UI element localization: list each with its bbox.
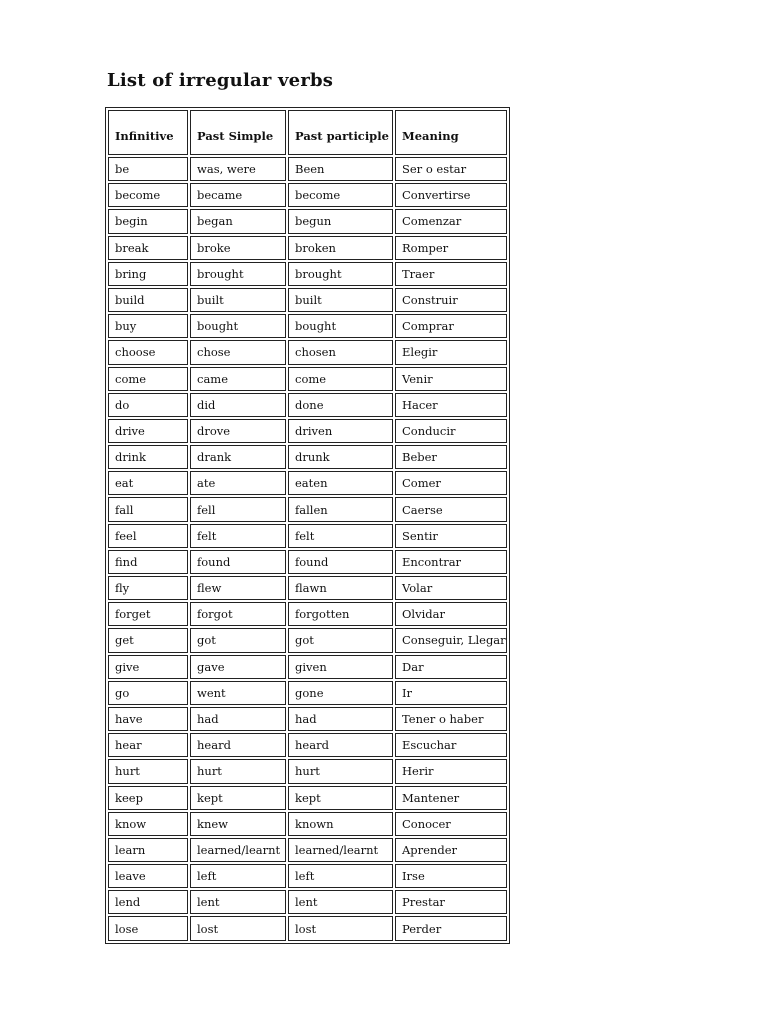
past-simple-cell: came — [190, 367, 286, 391]
table-row — [108, 916, 507, 940]
past-simple-cell: left — [190, 864, 286, 888]
past-participle-cell: given — [288, 655, 393, 679]
past-participle-cell: Been — [288, 157, 393, 181]
meaning-cell: Venir — [395, 367, 507, 391]
meaning-cell: Ir — [395, 681, 507, 705]
meaning-cell: Perder — [395, 916, 507, 940]
past-simple-cell: found — [190, 550, 286, 574]
meaning-cell: Conseguir, Llegar — [395, 628, 507, 652]
table-row — [108, 681, 507, 705]
meaning-cell: Comenzar — [395, 209, 507, 233]
infinitive-cell: get — [108, 628, 188, 652]
infinitive-cell: learn — [108, 838, 188, 862]
meaning-cell: Convertirse — [395, 183, 507, 207]
past-simple-cell: did — [190, 393, 286, 417]
infinitive-cell: lend — [108, 890, 188, 914]
table-row — [108, 838, 507, 862]
meaning-cell: Elegir — [395, 340, 507, 364]
meaning-cell: Hacer — [395, 393, 507, 417]
past-simple-cell: drove — [190, 419, 286, 443]
past-participle-cell: gone — [288, 681, 393, 705]
table-row — [108, 393, 507, 417]
infinitive-cell: break — [108, 236, 188, 260]
past-simple-cell: broke — [190, 236, 286, 260]
past-simple-cell: felt — [190, 524, 286, 548]
meaning-cell: Aprender — [395, 838, 507, 862]
infinitive-cell: eat — [108, 471, 188, 495]
meaning-cell: Caerse — [395, 497, 507, 521]
infinitive-cell: lose — [108, 916, 188, 940]
table-row — [108, 628, 507, 652]
infinitive-cell: feel — [108, 524, 188, 548]
past-participle-cell: left — [288, 864, 393, 888]
meaning-cell: Irse — [395, 864, 507, 888]
header-past-participle: Past participle — [288, 110, 393, 155]
table-row — [108, 655, 507, 679]
irregular-verbs-table — [105, 107, 510, 944]
meaning-cell: Comer — [395, 471, 507, 495]
table-row — [108, 576, 507, 600]
past-participle-cell: come — [288, 367, 393, 391]
infinitive-cell: build — [108, 288, 188, 312]
past-participle-cell: driven — [288, 419, 393, 443]
table-row — [108, 209, 507, 233]
past-simple-cell: lost — [190, 916, 286, 940]
past-simple-cell: forgot — [190, 602, 286, 626]
past-participle-cell: bought — [288, 314, 393, 338]
past-simple-cell: began — [190, 209, 286, 233]
past-simple-cell: bought — [190, 314, 286, 338]
table-row — [108, 445, 507, 469]
past-participle-cell: flawn — [288, 576, 393, 600]
past-simple-cell: went — [190, 681, 286, 705]
infinitive-cell: become — [108, 183, 188, 207]
past-simple-cell: heard — [190, 733, 286, 757]
past-simple-cell: ate — [190, 471, 286, 495]
past-simple-cell: drank — [190, 445, 286, 469]
past-simple-cell: learned/learnt — [190, 838, 286, 862]
past-participle-cell: forgotten — [288, 602, 393, 626]
past-participle-cell: begun — [288, 209, 393, 233]
past-participle-cell: built — [288, 288, 393, 312]
table-row — [108, 288, 507, 312]
past-participle-cell: got — [288, 628, 393, 652]
table-row — [108, 864, 507, 888]
table-row — [108, 890, 507, 914]
infinitive-cell: hurt — [108, 759, 188, 783]
header-past-simple: Past Simple — [190, 110, 286, 155]
past-simple-cell: knew — [190, 812, 286, 836]
past-simple-cell: hurt — [190, 759, 286, 783]
past-simple-cell: lent — [190, 890, 286, 914]
page-title: List of irregular verbs — [107, 70, 334, 91]
past-participle-cell: become — [288, 183, 393, 207]
table-row — [108, 524, 507, 548]
infinitive-cell: hear — [108, 733, 188, 757]
past-participle-cell: learned/learnt — [288, 838, 393, 862]
past-simple-cell: brought — [190, 262, 286, 286]
infinitive-cell: go — [108, 681, 188, 705]
infinitive-cell: buy — [108, 314, 188, 338]
past-simple-cell: built — [190, 288, 286, 312]
table-body — [108, 157, 507, 941]
infinitive-cell: have — [108, 707, 188, 731]
header-infinitive: Infinitive — [108, 110, 188, 155]
infinitive-cell: bring — [108, 262, 188, 286]
past-simple-cell: became — [190, 183, 286, 207]
past-simple-cell: had — [190, 707, 286, 731]
table-row — [108, 602, 507, 626]
infinitive-cell: keep — [108, 786, 188, 810]
past-participle-cell: lent — [288, 890, 393, 914]
infinitive-cell: know — [108, 812, 188, 836]
infinitive-cell: forget — [108, 602, 188, 626]
meaning-cell: Construir — [395, 288, 507, 312]
meaning-cell: Conducir — [395, 419, 507, 443]
table-row — [108, 550, 507, 574]
meaning-cell: Volar — [395, 576, 507, 600]
meaning-cell: Escuchar — [395, 733, 507, 757]
meaning-cell: Mantener — [395, 786, 507, 810]
meaning-cell: Encontrar — [395, 550, 507, 574]
past-simple-cell: was, were — [190, 157, 286, 181]
infinitive-cell: begin — [108, 209, 188, 233]
table-row — [108, 183, 507, 207]
infinitive-cell: fall — [108, 497, 188, 521]
table-row — [108, 471, 507, 495]
past-participle-cell: hurt — [288, 759, 393, 783]
table-row — [108, 759, 507, 783]
infinitive-cell: find — [108, 550, 188, 574]
past-participle-cell: found — [288, 550, 393, 574]
table-row — [108, 314, 507, 338]
table-header-row — [108, 110, 507, 155]
infinitive-cell: choose — [108, 340, 188, 364]
past-participle-cell: had — [288, 707, 393, 731]
past-participle-cell: done — [288, 393, 393, 417]
table-row — [108, 157, 507, 181]
table-row — [108, 707, 507, 731]
meaning-cell: Herir — [395, 759, 507, 783]
meaning-cell: Sentir — [395, 524, 507, 548]
past-participle-cell: lost — [288, 916, 393, 940]
infinitive-cell: come — [108, 367, 188, 391]
past-simple-cell: flew — [190, 576, 286, 600]
meaning-cell: Dar — [395, 655, 507, 679]
meaning-cell: Ser o estar — [395, 157, 507, 181]
meaning-cell: Traer — [395, 262, 507, 286]
past-participle-cell: drunk — [288, 445, 393, 469]
meaning-cell: Olvidar — [395, 602, 507, 626]
infinitive-cell: drink — [108, 445, 188, 469]
past-simple-cell: chose — [190, 340, 286, 364]
table-row — [108, 236, 507, 260]
meaning-cell: Prestar — [395, 890, 507, 914]
past-simple-cell: gave — [190, 655, 286, 679]
past-simple-cell: fell — [190, 497, 286, 521]
table-row — [108, 786, 507, 810]
past-simple-cell: kept — [190, 786, 286, 810]
past-participle-cell: broken — [288, 236, 393, 260]
meaning-cell: Romper — [395, 236, 507, 260]
past-participle-cell: chosen — [288, 340, 393, 364]
meaning-cell: Beber — [395, 445, 507, 469]
infinitive-cell: give — [108, 655, 188, 679]
infinitive-cell: leave — [108, 864, 188, 888]
infinitive-cell: drive — [108, 419, 188, 443]
table-row — [108, 367, 507, 391]
infinitive-cell: fly — [108, 576, 188, 600]
past-participle-cell: eaten — [288, 471, 393, 495]
past-simple-cell: got — [190, 628, 286, 652]
infinitive-cell: be — [108, 157, 188, 181]
table-row — [108, 733, 507, 757]
header-meaning: Meaning — [395, 110, 507, 155]
infinitive-cell: do — [108, 393, 188, 417]
past-participle-cell: heard — [288, 733, 393, 757]
table-row — [108, 419, 507, 443]
table-row — [108, 262, 507, 286]
table-row — [108, 340, 507, 364]
meaning-cell: Tener o haber — [395, 707, 507, 731]
past-participle-cell: brought — [288, 262, 393, 286]
past-participle-cell: kept — [288, 786, 393, 810]
table-row — [108, 497, 507, 521]
past-participle-cell: fallen — [288, 497, 393, 521]
meaning-cell: Comprar — [395, 314, 507, 338]
table-row — [108, 812, 507, 836]
past-participle-cell: felt — [288, 524, 393, 548]
meaning-cell: Conocer — [395, 812, 507, 836]
past-participle-cell: known — [288, 812, 393, 836]
